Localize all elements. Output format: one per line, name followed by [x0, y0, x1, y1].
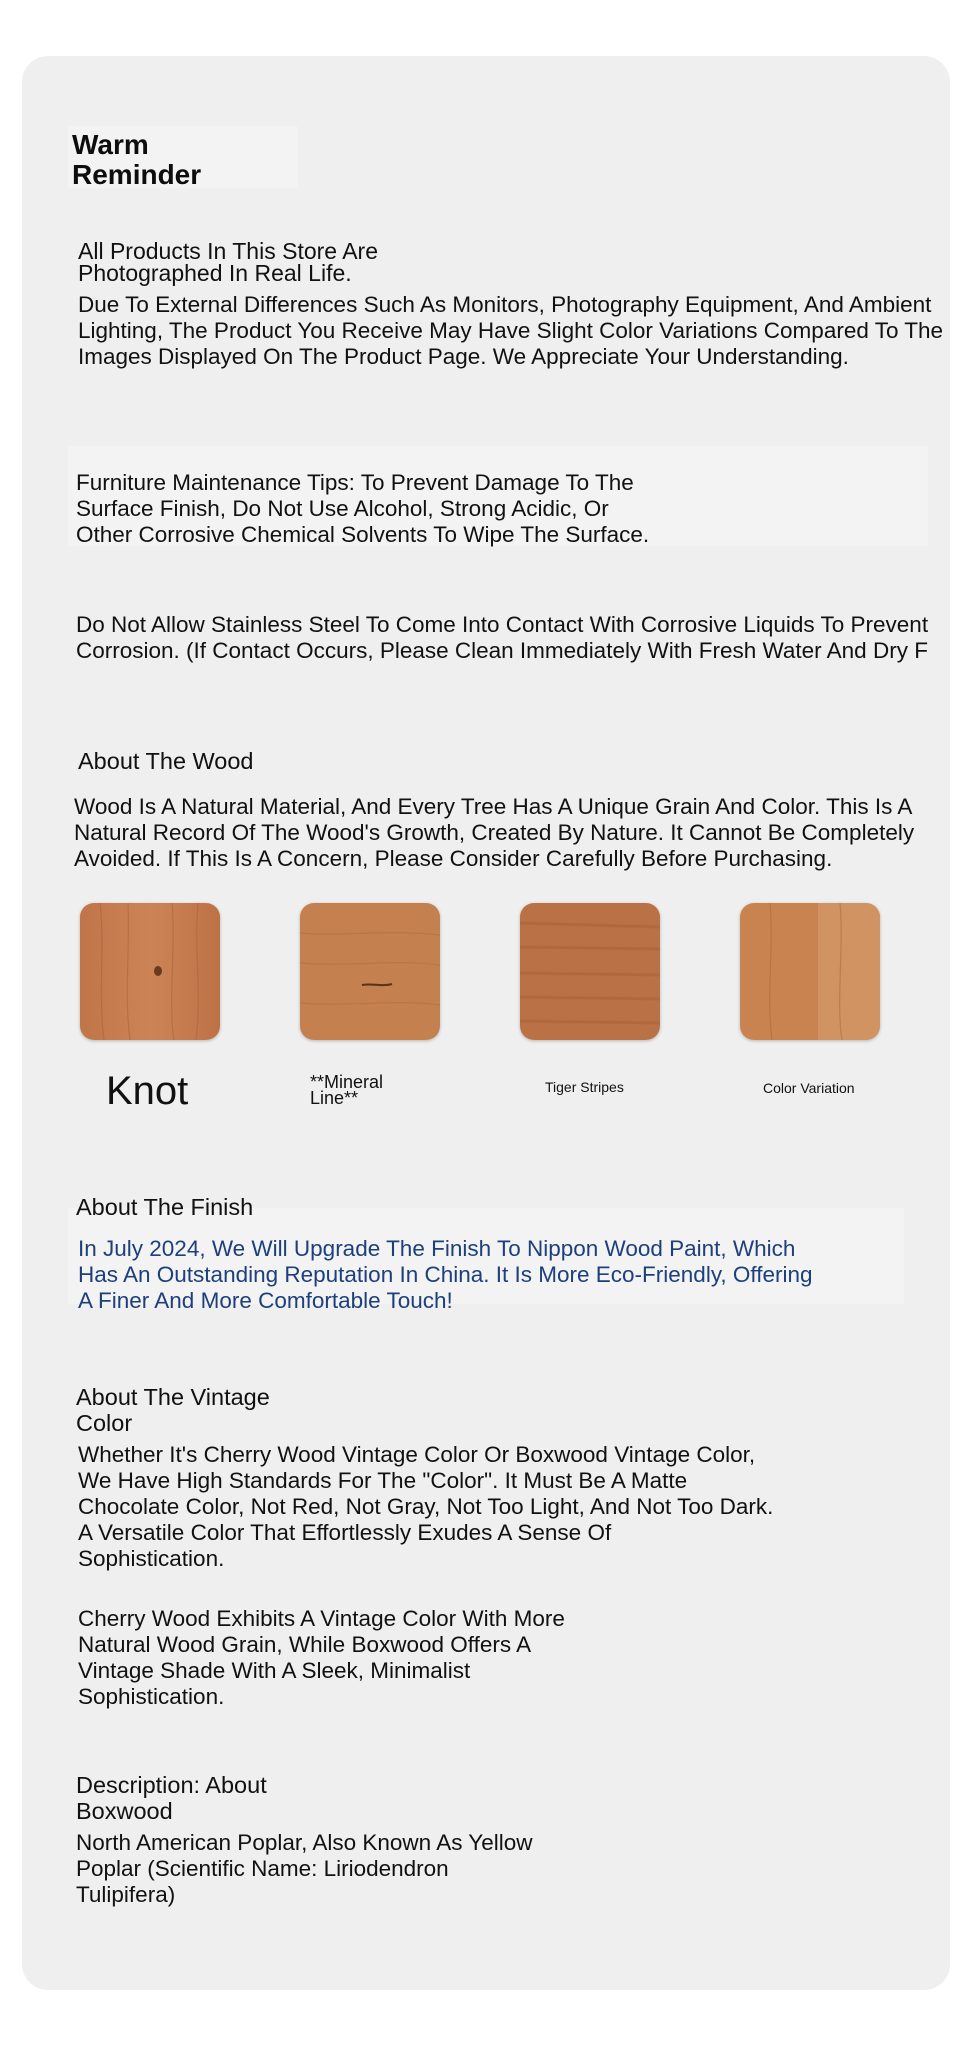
stainless-steel-warning: Do Not Allow Stainless Steel To Come Into Contact With Corrosive Liquids To Prevent Corrosion. (If Contact Occurs, Please Clean Immediately With Fresh Water And Dry F: [76, 612, 929, 663]
vintage-heading: About The Vintage Color: [76, 1384, 270, 1436]
vintage-comparison: Cherry Wood Exhibits A Vintage Color With More Natural Wood Grain, While Boxwood Offers A Vintage Shade With A Sleek, Minimalist Sophistication.: [78, 1606, 565, 1709]
wood-heading: About The Wood: [78, 748, 254, 774]
notice-lead: All Products In This Store Are Photographed In Real Life.: [78, 238, 378, 286]
boxwood-body: North American Poplar, Also Known As Yellow Poplar (Scientific Name: Liriodendron Tulipifera): [76, 1830, 533, 1907]
color-variation-caption: Color Variation: [763, 1080, 855, 1096]
notice-body: Due To External Differences Such As Monitors, Photography Equipment, And Ambient Lighting, The Product You Receive May Have Slight Color Variations Compared To The Images Displayed On The Product Page. We Appreciate Your Understanding.: [78, 292, 944, 369]
wood-body: Wood Is A Natural Material, And Every Tree Has A Unique Grain And Color. This Is A Natural Record Of The Wood's Growth, Created By Nature. It Cannot Be Completely Avoided. If This Is A Concern, Please Consider Carefully Before Purchasing.: [74, 794, 915, 871]
tiger-stripes-swatch: [520, 903, 660, 1040]
vintage-body: Whether It's Cherry Wood Vintage Color Or Boxwood Vintage Color, We Have High Standards For The "Color". It Must Be A Matte Chocolate Color, Not Red, Not Gray, Not Too Light, And Not Too Dark. A Versatile Color That Effortlessly Exudes A Sense Of Sophistication.: [78, 1442, 774, 1571]
color-variation-swatch: [740, 903, 880, 1040]
boxwood-heading: Description: About Boxwood: [76, 1772, 267, 1824]
finish-heading: About The Finish: [76, 1194, 254, 1220]
page-title: Warm Reminder: [72, 129, 202, 190]
maintenance-tip: Furniture Maintenance Tips: To Prevent Damage To The Surface Finish, Do Not Use Alcohol, Strong Acidic, Or Other Corrosive Chemical Solvents To Wipe The Surface.: [76, 470, 650, 547]
knot-swatch: [80, 903, 220, 1040]
knot-caption: Knot: [106, 1069, 189, 1113]
mineral-line-swatch: [300, 903, 440, 1040]
mineral-line-caption: **Mineral Line**: [310, 1072, 384, 1108]
finish-body: In July 2024, We Will Upgrade The Finish To Nippon Wood Paint, Which Has An Outstanding Reputation In China. It Is More Eco-Friendly, Offering A Finer And More Comfortable Touch!: [78, 1236, 813, 1313]
tiger-stripes-caption: Tiger Stripes: [545, 1079, 624, 1095]
warm-reminder-card: [22, 56, 950, 1990]
